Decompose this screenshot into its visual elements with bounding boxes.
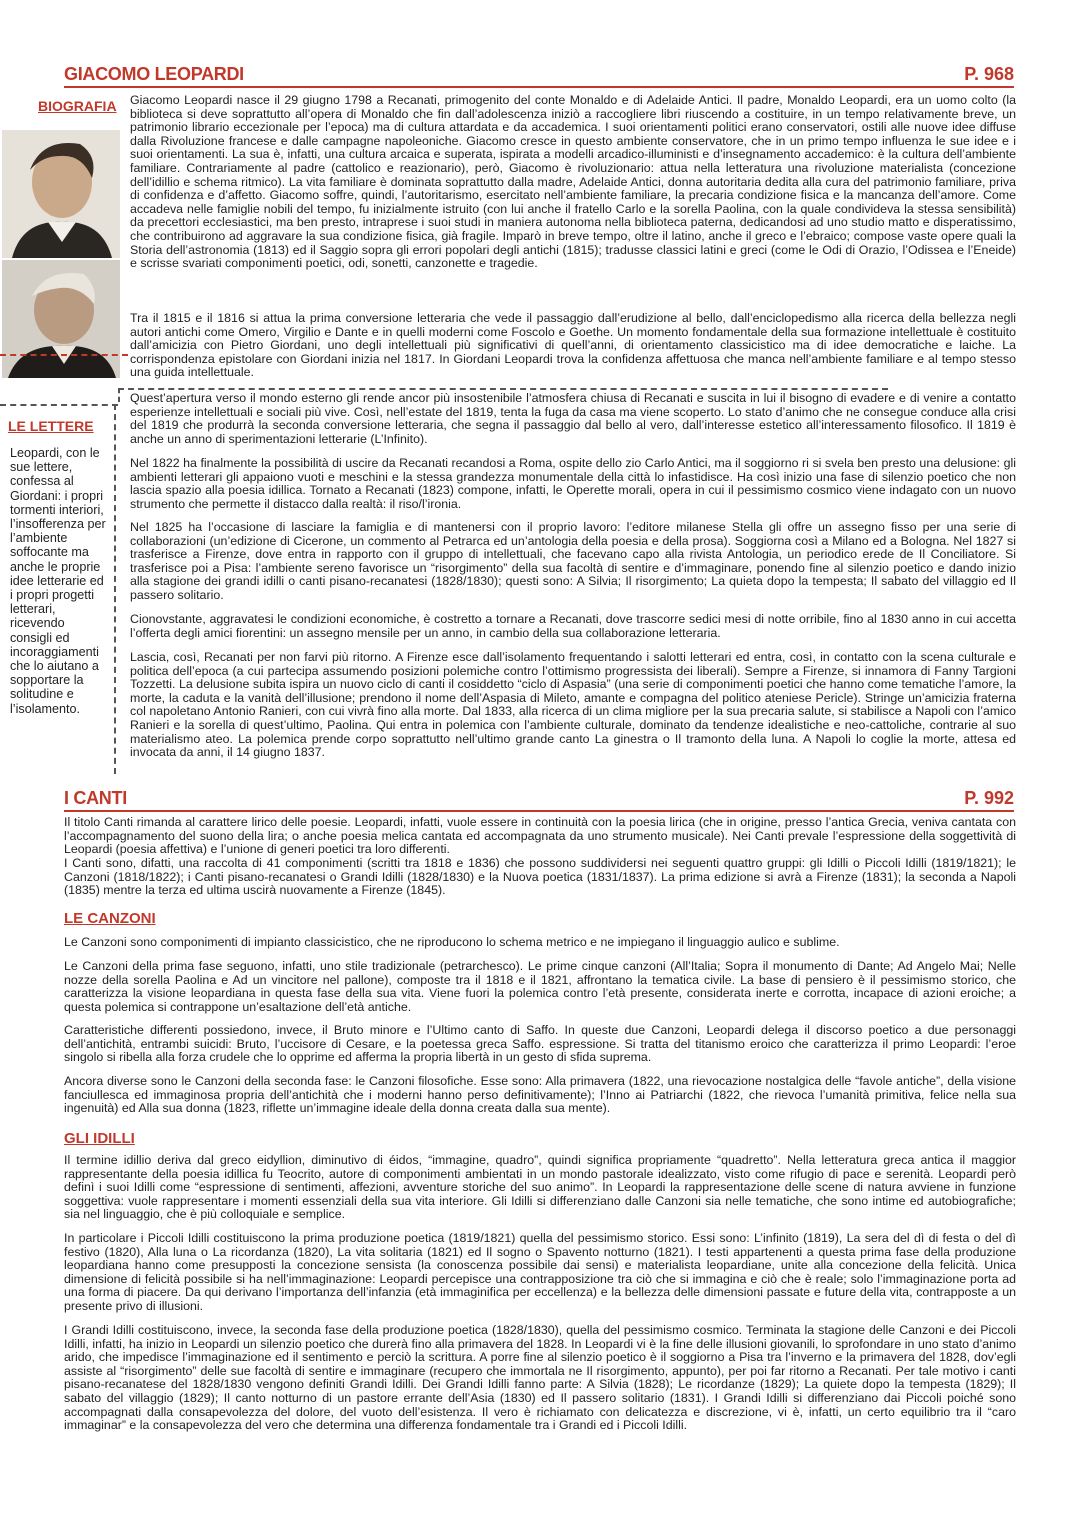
canti-intro-2: I Canti sono, difatti, una raccolta di 41 componimenti (scritti tra 1818 e 1836) che possono suddividersi nei seguenti quattro gruppi: gli Idilli o Piccoli Idilli (1819/1821); le Canzoni (1818/1822); i Canti pisano-recanatesi o Grandi Idilli (1828/1830) e la Nuova poetica (1831/1837). La prima edizione si avrà a Firenze (1831); la seconda a Napoli (1835) mentre la terza ed ultima uscirà nuovamente a Firenze (1845). [64,856,1016,898]
canti-title: I CANTI [64,788,127,808]
canzoni-para-3: Caratteristiche differenti possiedono, invece, il Bruto minore e l’Ultimo canto di Saffo. In queste due Canzoni, Leopardi delega il discorso poetico a due personaggi dell’antichità, entrambi suicidi: Bruto, l’uccisore di Cesare, e la poetessa greca Saffo. espressione. Si tratta del titanismo eroico che caratterizza il primo Leopardi: l’eroe singolo si ribella alla forza crudele che lo opprime ed afferma la propria libertà in un gesto di sfida suprema. [64,1023,1016,1065]
bio-para-4: Nel 1822 ha finalmente la possibilità di uscire da Recanati recandosi a Roma, ospite dello zio Carlo Antici, ma il soggiorno ri si svela ben presto una delusione: gli ambienti letterari gli appaiono vuoti e meschini e la stessa grandezza monumentale della città lo infastidisce. Ha così inizio una fase di silenzio poetico che non lascia spazio alla poesia idillica. Tornato a Recanati (1823) compone, infatti, le Operette morali, opera in cui il pessimismo cosmico viene indagato con un nuovo strumento che permette il distacco dalla realtà: il riso/l’ironia. [130,456,1016,511]
canzoni-para-1: Le Canzoni sono componimenti di impianto classicistico, che ne riproducono lo schema metrico e ne impiegano il linguaggio aulico e sublime. [64,935,840,949]
page-title: GIACOMO LEOPARDI [64,64,244,84]
biografia-label: BIOGRAFIA [38,98,117,114]
idilli-para-3: I Grandi Idilli costituiscono, invece, la seconda fase della produzione poetica (1828/1830), quella del pessimismo cosmico. Terminata la stagione delle Canzoni e dei Piccoli Idilli, infatti, ha inizio in Leopardi un silenzio poetico che durerà fino alla primavera del 1828. In Leopardi vi è la fine delle illusioni giovanili, lo sprofondare in uno stato d’animo arido, che impedisce l’immaginazione ed il sentimento e perciò la scrittura. A porre fine al silenzio poetico è il soggiorno a Pisa tra l’inverno e la primavera del 1828, dov’egli assiste al “risorgimento” delle sue facoltà di sentire e immaginare (recupero che immortala ne Il risorgimento, appunto), per poi far ritorno a Recanati. Per tale motivo i canti pisano-recanatese del 1828/1830 vengono definiti Grandi Idilli. Dei Grandi Idilli fanno parte: A Silvia (1828); Le ricordanze (1829); La quiete dopo la tempesta (1829); Il sabato del villaggio (1829); Il canto notturno di un pastore errante dell’Asia (1830) ed Il passero solitario (1831). I Grandi Idilli si differenziano dai Piccoli poiché sono accompagnati dalla consapevolezza del dolore, del vuoto dell’esistenza. Il vero è richiamato con delicatezza e discrezione, vi è, infatti, un certo equilibrio tra il “caro immaginar” e la consapevolezza del vero che determina una differenza fondamentale tra i Grandi ed i Piccoli Idilli. [64,1323,1016,1433]
connector-line [0,354,128,356]
header-bar [64,62,1014,88]
lettere-title: LE LETTERE [8,418,94,434]
idilli-para-2: In particolare i Piccoli Idilli costituiscono la prima produzione poetica (1819/1821) quella del pessimismo storico. Essi sono: L’infinito (1819), La sera del dì di festa o del dì festivo (1820), Alla luna o La ricordanza (1820), La vita solitaria (1821) ed Il sogno o Spavento notturno (1821). I testi appartenenti a questa prima fase della produzione leopardiana hanno come presupposti la concezione sensista (la conoscenza possibile dai sensi) e materialista leopardiane, unite alla concezione della felicità. Unica dimensione di felicità possibile si ha nell’immaginazione: Leopardi percepisce una contrapposizione tra ciò che si immagina e ciò che è reale; solo l’immaginazione porta ad una forma di piacere. Da qui derivano l’importanza dell’infanzia (età immaginifica per eccellenza) e la bellezza delle dimensioni passate e future della vita, contrapposte a un presente privo di illusioni. [64,1231,1016,1313]
canti-page-reference: P. 992 [964,788,1014,808]
idilli-title: GLI IDILLI [64,1130,135,1147]
canti-header [64,786,1014,812]
portrait-young-leopardi [2,130,120,258]
connector-line [118,388,120,402]
idilli-para-1: Il termine idillio deriva dal greco eidyllion, diminutivo di éidos, “immagine, quadro”, quindi significa propriamente “quadretto”. Nella letteratura greca antica il maggior rappresentante della poesia idillica fu Teocrito, autore di componimenti ambientati in un mondo pastorale idealizzato, visto come rifugio di pace e serenità. Leopardi però definì i suoi Idilli come “espressione di sentimenti, affezioni, avventure storiche del suo animo”. In Leopardi la rappresentazione delle scene di natura avviene in funzione soggettiva: vuole rappresentare i momenti essenziali della sua vita interiore. Gli Idilli si differenziano dalle Canzoni sia nelle tematiche, che sono intime ed autobiografiche; sia nel linguaggio, che è più colloquiale e semplice. [64,1153,1016,1222]
canzoni-title: LE CANZONI [64,910,156,927]
bio-para-5: Nel 1825 ha l’occasione di lasciare la famiglia e di mantenersi con il proprio lavoro: l’editore milanese Stella gli offre un assegno fisso per una serie di collaborazioni (un’edizione di Cicerone, un commento al Petrarca ed un’antologia della poesia e della prosa). Soggiorna così a Milano ed a Bologna. Nel 1827 si trasferisce a Firenze, dove entra in rapporto con il gruppo di intellettuali, che facevano capo alla rivista Antologia, un periodico erede de Il Conciliatore. Si trasferisce poi a Pisa: l’ambiente sereno favorisce un “risorgimento” della sua facoltà di sentire e d’immaginare, ponendo fine al silenzio poetico e dando inizio alla stagione dei grandi idilli o canti pisano-recanatesi (1828/1830); questi sono: A Silvia; Il risorgimento; La quieta dopo la tempesta; Il sabato del villaggio ed Il passero solitario. [130,520,1016,602]
bio-para-3: Quest’apertura verso il mondo esterno gli rende ancor più insostenibile l’atmosfera chiusa di Recanati e suscita in lui il bisogno di evadere e di venire a contatto esperienze intellettuali e sociali più vive. Così, nell’estate del 1819, tenta la fuga da casa ma viene scoperto. Lo stato d’animo che ne consegue conduce alla crisi del 1819 che produrrà la seconda conversione letteraria, che segna il passaggio dal bello al vero, dall’interesse estetico all’interessamento filosofico. Il 1819 è anche un anno di sperimentazioni letterarie (L’Infinito). [130,391,1016,446]
bio-para-6: Cionovstante, aggravatesi le condizioni economiche, è costretto a tornare a Recanati, dove trascorre sedici mesi di notte orribile, fino al 1830 anno in cui accetta l’offerta degli amici fiorentini: un assegno mensile per un anno, in cambio della sua collaborazione letteraria. [130,612,1016,640]
canzoni-para-2: Le Canzoni della prima fase seguono, infatti, uno stile tradizionale (petrarchesco). Le prime cinque canzoni (All’Italia; Sopra il monumento di Dante; Ad Angelo Mai; Nelle nozze della sorella Paolina e Ad un vincitore nel pallone), composte tra il 1818 e il 1821, affrontano la tematica civile. La base di pensiero è il pessimismo storico, che caratterizza la visione leopardiana in questa fase della sua vita. Viene fuori la polemica contro l’età presente, considerata inerte e corrotta, incapace di azioni eroiche; a questa polemica si contrappone un’esaltazione dell’età antiche. [64,959,1016,1014]
bio-para-2: Tra il 1815 e il 1816 si attua la prima conversione letteraria che vede il passaggio dall’erudizione al bello, dall’enciclopedismo alla ricerca della bellezza negli autori antichi come Omero, Virgilio e Dante e in quelli moderni come Foscolo e Goethe. Un momento fondamentale della sua formazione intellettuale è costituito dall’amicizia con Pietro Giordani, uno degli intellettuali più significativi di quell’anni, di orientamento classicistico ma di idee democratiche e laiche. La corrispondenza epistolare con Giordani inizia nel 1817. In Giordani Leopardi trova la confidenza affettuosa che manca nell’ambiente familiare e al tempo stesso una guida intellettuale. [130,311,1016,380]
canzoni-para-4: Ancora diverse sono le Canzoni della seconda fase: le Canzoni filosofiche. Esse sono: Alla primavera (1822, una rievocazione nostalgica delle “favole antiche”, della visione fanciullesca ed immaginosa propria dell’antichità che i moderni hanno perso definitivamente); l’Inno ai Patriarchi (1822, che rievoca l’umanità primitiva, felice nella sua ingenuità) ed Alla sua donna (1823, riflette un’immagine ideale della donna creata dalla sua mente). [64,1074,1016,1116]
bio-para-1: Giacomo Leopardi nasce il 29 giugno 1798 a Recanati, primogenito del conte Monaldo e di Adelaide Antici. Il padre, Monaldo Leopardi, era un uomo colto (la biblioteca si deve soprattutto all’opera di Monaldo che fin dall’adolescenza iniziò a raccogliere libri riuscendo a costituire, in un tempo relativamente breve, un patrimonio librario eccezionale per l’epoca) ma di cultura attardata e da accademica. I suoi orientamenti politici erano conservatori, ostili alle nuove idee diffuse dalla Rivoluzione francese e dalle campagne napoleoniche. Giacomo cresce in questo ambiente conservatore, che in un primo tempo influenza le sue idee e i suoi orientamenti. La sua è, infatti, una cultura arcaica e superata, ispirata a modelli arcadico-illuministi e d’insegnamento accademico: è la cultura dell’ambiente familiare. Contrariamente al padre (cattolico e reazionario), però, Giacomo è rivoluzionario: attua nella letteratura una rivoluzione materialista (concezione dell’idillio e schema ritmico). La vita familiare è dominata soprattutto dalla madre, Adelaide Antici, donna autoritaria dedita alla cura del patrimonio familiare, priva di confidenza e d’affetto. Giacomo soffre, quindi, l’autoritarismo, esercitato nell’ambiente familiare, la precaria condizione fisica e la mancanza dell’amore. Come accadeva nelle famiglie nobili del tempo, fu inizialmente istruito (con lui anche il fratello Carlo e la sorella Paolina, con la quale condivideva la stessa sensibilità) da precettori ecclesiastici, ma ben presto, intraprese i suoi studi in maniera autonoma nella biblioteca paterna, dedicandosi ad uno studio matto e disperatissimo, che contribuirono ad aggravare la sua condizione fisica, già fragile. Imparò in breve tempo, oltre il latino, anche il greco e l’ebraico; compose vaste opere quali la Storia dell’astronomia (1813) ed il Saggio sopra gli errori popolari degli antichi (1815); tradusse classici latini e greci (come le Odi di Orazio, l’Odissea e l’Eneide) e scrisse svariati componimenti poetici, odi, sonetti, canzonette e tragedie. [130,93,1016,271]
page-reference: P. 968 [964,64,1014,84]
canti-intro-1: Il titolo Canti rimanda al carattere lirico delle poesie. Leopardi, infatti, vuole essere in continuità con la poesia lirica (che in origine, presso l’antica Grecia, veniva cantata con l’accompagnamento del suono della lira; o anche poesia melica cantata ed accompagnata da uno strumento musicale). Nei Canti prevale l’espressione della soggettività di Leopardi (poesia affettiva) e l’unione di generi poetici tra loro differenti. [64,815,1016,857]
connector-line [118,388,888,390]
lettere-text: Leopardi, con le sue lettere, confessa al Giordani: i propri tormenti interiori, l’insofferenza per l’ambiente soffocante ma anche le proprie idee letterarie ed i propri progetti letterari, ricevendo consigli ed incoraggiamenti che lo aiutano a sopportare la solitudine e l’isolamento. [10,446,106,716]
bio-para-7: Lascia, così, Recanati per non farvi più ritorno. A Firenze esce dall’isolamento frequentando i salotti letterari ed entra, così, in contatto con la scena culturale e politica dell’epoca (a cui partecipa assumendo posizioni polemiche contro l’ottimismo progressista dei liberali). Sempre a Firenze, si innamora di Fanny Targioni Tozzetti. La delusione subita ispira un nuovo ciclo di canti il cosiddetto “ciclo di Aspasia” (una serie di componimenti poetici che hanno come tematiche l’amore, la morte, la caduta e la vanità dell’illusione; prendono il nome dell’Aspasia di Mileto, amante e compagna del politico ateniese Pericle). Stringe un’amicizia fraterna col napoletano Antonio Ranieri, con cui vivrà fino alla morte. Dal 1833, alla ricerca di un clima migliore per la sua precaria salute, si stabilisce a Napoli con l’amico Ranieri e la sorella di quest’ultimo, Paolina. Qui entra in polemica con l’ambiente culturale, dominato da tendenze idealistiche e neo-cattoliche, contrarie al suo materialismo ateo. La polemica prende corpo soprattutto nell’ultimo grande canto La ginestra o Il tramonto della luna. A Napoli lo coglie la morte, attesa ed invocata da anni, il 14 giugno 1837. [130,650,1016,760]
portrait-monaldo-leopardi [2,260,120,378]
